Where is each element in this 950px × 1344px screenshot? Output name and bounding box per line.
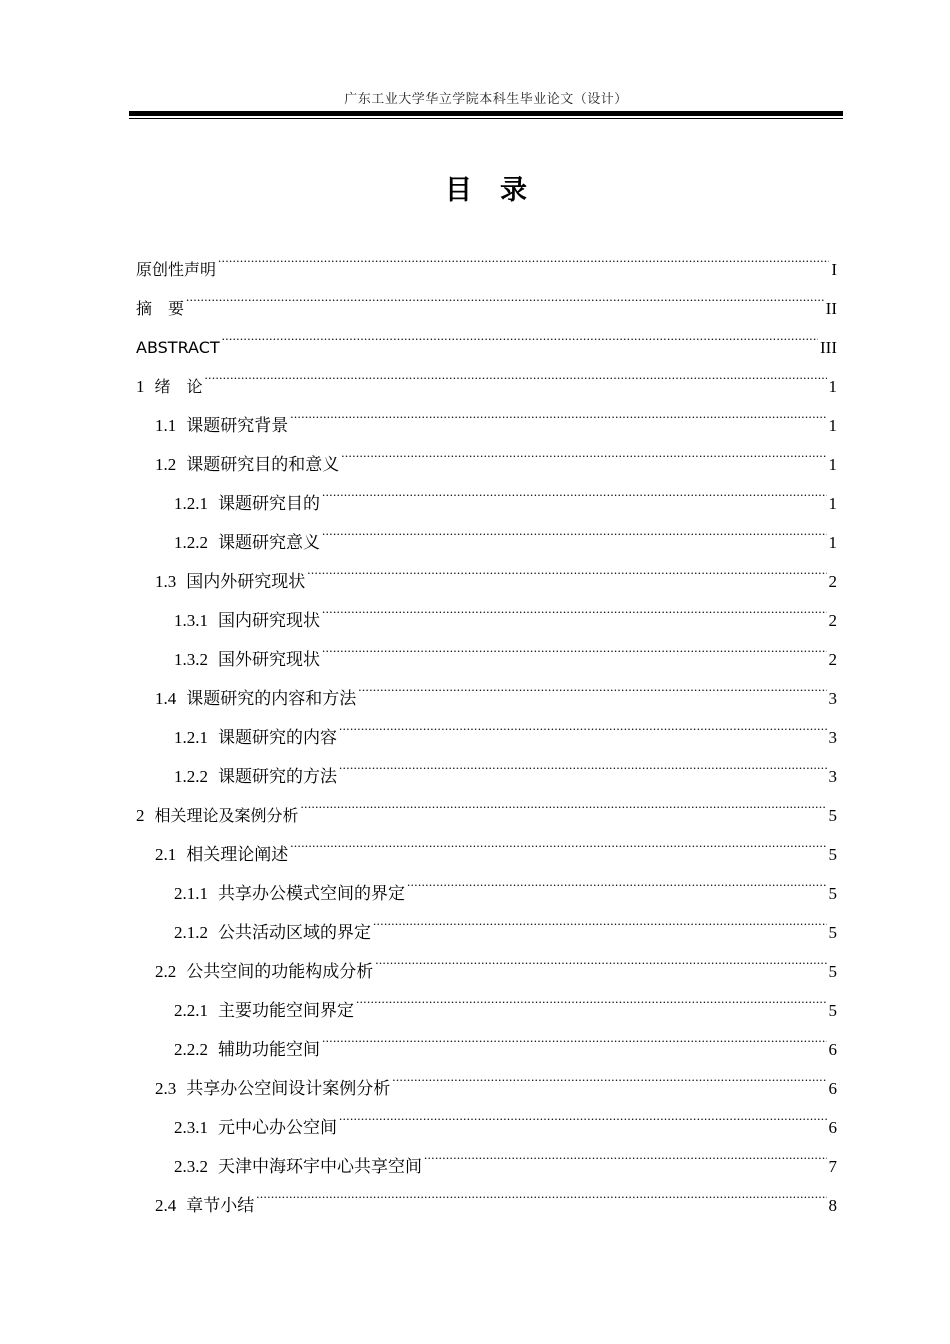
toc-entry-title: 共享办公模式空间的界定	[218, 884, 405, 903]
toc-dot-leader	[424, 1133, 827, 1172]
toc-entry-number: 1.2	[155, 455, 177, 474]
toc-entry-title: 课题研究的内容和方法	[186, 689, 357, 708]
toc-entry-number: 2.3.1	[174, 1118, 208, 1137]
toc-entry-title: 国内研究现状	[218, 611, 320, 630]
toc-entry-page: 5	[828, 962, 837, 981]
running-header: 广东工业大学华立学院本科生毕业论文（设计）	[344, 91, 628, 106]
toc-entry[interactable]	[136, 275, 837, 318]
toc-dot-leader	[322, 509, 827, 548]
toc-entry-number: 1.3	[155, 572, 177, 591]
toc-entry-number: 1.3.2	[174, 650, 208, 669]
toc-entry-title: 共享办公空间设计案例分析	[186, 1079, 391, 1098]
toc-entry-page: 1	[828, 494, 837, 513]
toc-dot-leader	[290, 821, 826, 860]
toc-entry-page: 1	[828, 377, 837, 396]
toc-dot-leader	[290, 392, 826, 431]
toc-dot-leader	[301, 782, 827, 821]
toc-entry-page: II	[825, 299, 837, 318]
toc-entry-title: 课题研究背景	[186, 416, 289, 435]
toc-entry-title: 课题研究的内容	[218, 728, 337, 747]
toc-entry[interactable]	[136, 236, 837, 279]
toc-dot-leader	[339, 704, 827, 743]
toc-dot-leader	[358, 665, 826, 704]
toc-entry-page: 6	[828, 1079, 837, 1098]
toc-entry-number: 1.3.1	[174, 611, 208, 630]
toc-dot-leader	[322, 626, 827, 665]
toc-entry-title: 国外研究现状	[218, 650, 320, 669]
toc-entry-number: 2.2	[155, 962, 177, 981]
toc-entry-title: 相关理论阐述	[186, 845, 289, 864]
toc-entry-title: 绪 论	[154, 377, 203, 396]
toc-entry-number: 2	[136, 806, 145, 825]
toc-dot-leader	[392, 1055, 826, 1094]
toc-entry-number: 2.3.2	[174, 1157, 208, 1176]
toc-entry-number: 1.4	[155, 689, 177, 708]
toc-entry-number: 1.2.1	[174, 494, 208, 513]
toc-entry-page: III	[820, 338, 837, 357]
toc-entry-page: 5	[828, 806, 837, 825]
toc-entry-page: 5	[828, 1001, 837, 1020]
toc-entry-page: 5	[828, 923, 837, 942]
toc-dot-leader	[339, 1094, 827, 1133]
toc-entry-page: 7	[828, 1157, 837, 1176]
toc-entry-number: 2.1.2	[174, 923, 208, 942]
toc-dot-leader	[407, 860, 827, 899]
toc-entry-number: 1.2.2	[174, 767, 208, 786]
toc-dot-leader	[373, 899, 827, 938]
toc-entry-page: I	[831, 260, 837, 279]
toc-entry-number: 2.1.1	[174, 884, 208, 903]
toc-dot-leader	[218, 236, 829, 275]
toc-entry-title: 国内外研究现状	[186, 572, 306, 591]
toc-entry-page: 2	[828, 572, 837, 591]
toc-entry-title: 公共活动区域的界定	[218, 923, 371, 942]
toc-entry-page: 1	[828, 416, 837, 435]
toc-entry-title: 辅助功能空间	[218, 1040, 320, 1059]
toc-entry-number: 2.2.2	[174, 1040, 208, 1059]
toc-dot-leader	[256, 1172, 826, 1211]
toc-entry-number: 1.2.2	[174, 533, 208, 552]
toc-entry-title: 课题研究目的和意义	[186, 455, 340, 474]
toc-entry-number: 2.1	[155, 845, 177, 864]
toc-entry-title: 相关理论及案例分析	[154, 806, 299, 825]
toc-entry-page: 6	[828, 1040, 837, 1059]
toc-dot-leader	[322, 1016, 827, 1055]
toc-entry-page: 2	[828, 611, 837, 630]
toc-dot-leader	[322, 470, 827, 509]
toc-entry-number: 1.1	[155, 416, 177, 435]
toc-entry-number: 2.4	[155, 1196, 177, 1215]
toc-dot-leader	[322, 587, 827, 626]
toc-entry-title: 课题研究意义	[218, 533, 320, 552]
toc-entry-title: 原创性声明	[136, 260, 217, 279]
toc-entry-number: 2.3	[155, 1079, 177, 1098]
toc-dot-leader	[307, 548, 826, 587]
toc-entry-page: 3	[828, 728, 837, 747]
toc-dot-leader	[339, 743, 827, 782]
toc-entry-page: 8	[828, 1196, 837, 1215]
toc-dot-leader	[222, 314, 818, 353]
toc-entry-page: 1	[828, 455, 837, 474]
toc-entry-title: 课题研究的方法	[218, 767, 337, 786]
toc-list	[136, 236, 837, 1215]
toc-entry-page: 6	[828, 1118, 837, 1137]
header-rule-thin	[129, 118, 843, 119]
toc-dot-leader	[205, 353, 827, 392]
toc-entry[interactable]	[136, 353, 837, 396]
toc-dot-leader	[341, 431, 826, 470]
toc-title: 目录	[445, 175, 555, 206]
toc-entry[interactable]	[136, 314, 837, 357]
toc-entry[interactable]	[136, 392, 837, 435]
toc-dot-leader	[375, 938, 826, 977]
toc-entry-number: 1	[136, 377, 145, 396]
toc-entry-page: 1	[828, 533, 837, 552]
toc-entry-title: 天津中海环宇中心共享空间	[218, 1157, 422, 1176]
toc-entry-title: 元中心办公空间	[218, 1118, 337, 1137]
toc-entry-page: 2	[828, 650, 837, 669]
toc-entry-title: ABSTRACT	[136, 338, 220, 357]
toc-entry-number: 2.2.1	[174, 1001, 208, 1020]
toc-entry-title: 章节小结	[186, 1196, 255, 1215]
toc-entry-page: 3	[828, 767, 837, 786]
header-rule-thick	[129, 111, 843, 116]
toc-entry-title: 摘 要	[136, 299, 185, 318]
toc-dot-leader	[356, 977, 827, 1016]
toc-entry-page: 5	[828, 845, 837, 864]
toc-entry-page: 5	[828, 884, 837, 903]
toc-dot-leader	[186, 275, 824, 314]
toc-entry-number: 1.2.1	[174, 728, 208, 747]
toc-entry-title: 主要功能空间界定	[218, 1001, 354, 1020]
toc-entry-title: 课题研究目的	[218, 494, 320, 513]
toc-entry-page: 3	[828, 689, 837, 708]
toc-entry-title: 公共空间的功能构成分析	[186, 962, 374, 981]
